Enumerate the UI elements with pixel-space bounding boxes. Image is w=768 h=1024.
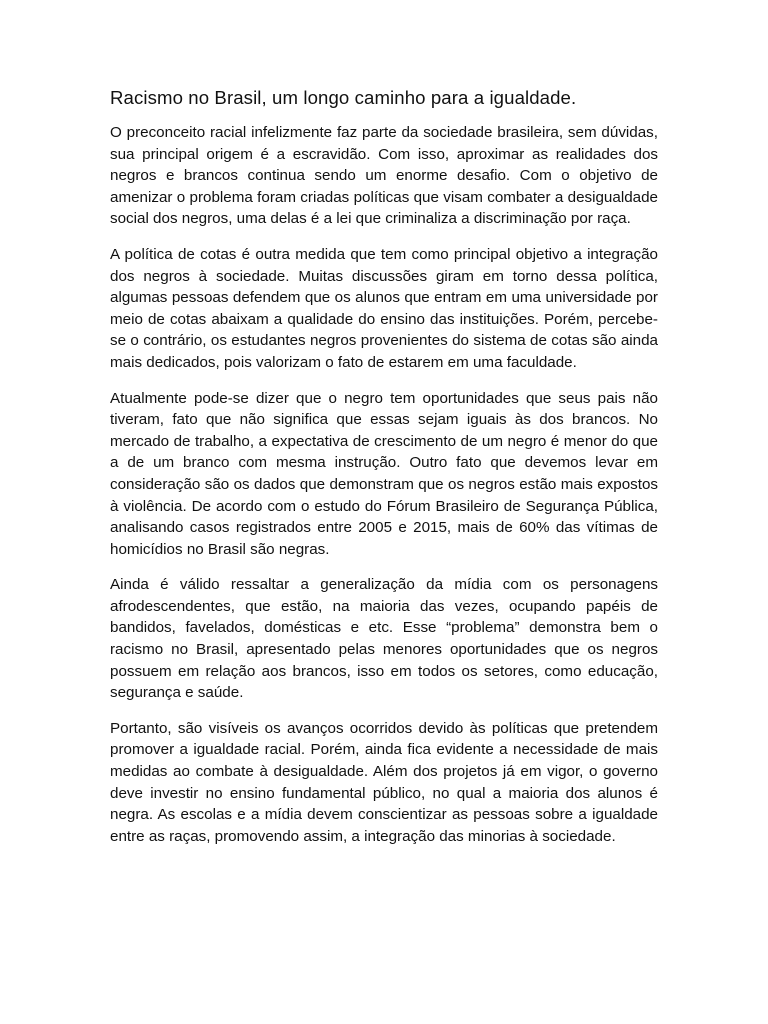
paragraph-5: Portanto, são visíveis os avanços ocorridos devido às políticas que pretendem promover a igualdade racial. Porém, ainda fica evidente a necessidade de mais medidas ao combate à desigualdade. Além dos projetos já em vigor, o governo deve investir no ensino fundamental público, no qual a maioria dos alunos é negra. As escolas e a mídia devem conscientizar as pessoas sobre a igualdade entre as raças, promovendo assim, a integração das minorias à sociedade. (110, 719, 658, 845)
document-body (110, 84, 658, 861)
paragraph-1: O preconceito racial infelizmente faz parte da sociedade brasileira, sem dúvidas, sua principal origem é a escravidão. Com isso, aproximar as realidades dos negros e brancos continua sendo um enorme desafio. Com o objetivo de amenizar o problema foram criadas políticas que visam combater a desigualdade social dos negros, uma delas é a lei que criminaliza a discriminação por raça. (110, 124, 658, 228)
document-title: Racismo no Brasil, um longo caminho para a igualdade. (110, 87, 577, 108)
paragraph-3: Atualmente pode-se dizer que o negro tem oportunidades que seus pais não tiveram, fato que não significa que essas sejam iguais às dos brancos. No mercado de trabalho, a expectativa de crescimento de um negro é menor do que a de um branco com mesma instrução. Outro fato que devemos levar em consideração são os dados que demonstram que os negros estão mais expostos à violência. De acordo com o estudo do Fórum Brasileiro de Segurança Pública, analisando casos registrados entre 2005 e 2015, mais de 60% das vítimas de homicídios no Brasil são negras. (110, 389, 658, 558)
paragraph-2: A política de cotas é outra medida que tem como principal objetivo a integração dos negros à sociedade. Muitas discussões giram em torno dessa política, algumas pessoas defendem que os alunos que entram em uma universidade por meio de cotas abaixam a qualidade do ensino das instituições. Porém, percebe-se o contrário, os estudantes negros provenientes do sistema de cotas são ainda mais dedicados, pois valorizam o fato de estarem em uma faculdade. (110, 245, 658, 371)
paragraph-4: Ainda é válido ressaltar a generalização da mídia com os personagens afrodescendentes, que estão, na maioria das vezes, ocupando papéis de bandidos, favelados, domésticas e etc. Esse “problema” demonstra bem o racismo no Brasil, apresentado pelas menores oportunidades que os negros possuem em relação aos brancos, isso em todos os setores, como educação, segurança e saúde. (110, 576, 658, 702)
